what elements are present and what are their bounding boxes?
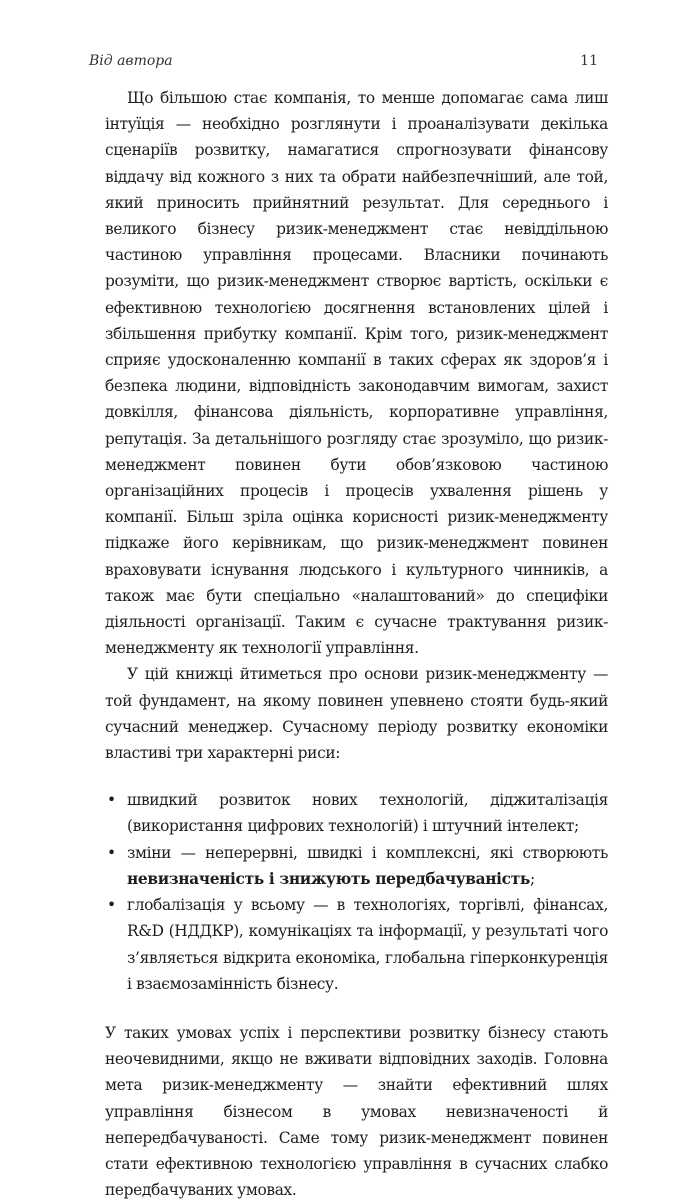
bullet-marker: • xyxy=(107,791,116,810)
page-header xyxy=(0,53,697,77)
bullet-marker: • xyxy=(107,896,116,915)
page-number: 11 xyxy=(580,53,598,69)
paragraph-1: Що більшою стає компанія, то менше допомагає сама лиш інтуїція — необхідно розглянути і проаналізувати декілька сценаріїв розвитку, намагатися спрогнозувати фінансову віддачу від кожного з них та обрати найбезпечніший, але той, який приносить прийнятний результат. Для середнього і великого бізнесу ризик-менеджмент стає невіддільною частиною управління процесами. Власники починають розуміти, що ризик-менеджмент створює вартість, оскільки є ефективною технологією досягнення встановлених цілей і збільшення прибутку компанії. Крім того, ризик-менеджмент сприяє удосконаленню компанії в таких сферах як здоров’я і безпека людини, відповідність законодавчим вимогам, захист довкілля, фінансова діяльність, корпоративне управління, репутація. За детальнішого розгляду стає зрозуміло, що ризик-менеджмент повинен бути обов’язковою частиною організаційних процесів і процесів ухвалення рішень у компанії. Більш зріла оцінка корисності ризик-менеджменту підкаже його керівникам, що ризик-менеджмент повинен враховувати існування людського і культурного чинників, а також має бути спеціально «налаштований» до специфіки діяльності організації. Таким є сучасне трактування ризик-менеджменту як технології управління. xyxy=(105,89,608,658)
list-item xyxy=(105,787,608,839)
list-item-text-end: ; xyxy=(529,869,535,888)
list-item-text: зміни — неперервні, швидкі і комплексні, які створюють xyxy=(127,843,608,862)
closing-paragraph: У таких умовах успіх і перспективи розвитку бізнесу стають неочевидними, якщо не вживати відповідних заходів. Головна мета ризик-менеджменту — знайти ефективний шлях управління бізнесом в умовах невизначеності й непередбачуваності. Саме тому ризик-менеджмент повинен стати ефективною технологією управління в сучасних слабко передбачуваних умовах. xyxy=(105,1023,608,1200)
list-item xyxy=(105,892,608,997)
running-head: Від автора xyxy=(89,53,173,69)
page-body xyxy=(105,85,608,1203)
bullet-list xyxy=(105,787,608,997)
bullet-marker: • xyxy=(107,843,116,862)
list-item-text: глобалізація у всьому — в технологіях, торгівлі, фінансах, R&D (НДДКР), комунікаціях та інформації, у результаті чого з’являється відкрита економіка, глобальна гіперконкуренція і взаємозамінність бізнесу. xyxy=(127,896,608,993)
list-item-text: швидкий розвиток нових технологій, діджиталізація (використання цифрових технологій) і штучний інтелект; xyxy=(127,791,608,836)
paragraph-2: У цій книжці йтиметься про основи ризик-менеджменту — той фундамент, на якому повинен упевнено стояти будь-який сучасний менеджер. Сучасному періоду розвитку економіки властиві три характерні риси: xyxy=(105,665,608,763)
list-item-emphasis: невизначеність і знижують передбачуваність xyxy=(127,869,530,888)
list-item xyxy=(105,840,608,892)
